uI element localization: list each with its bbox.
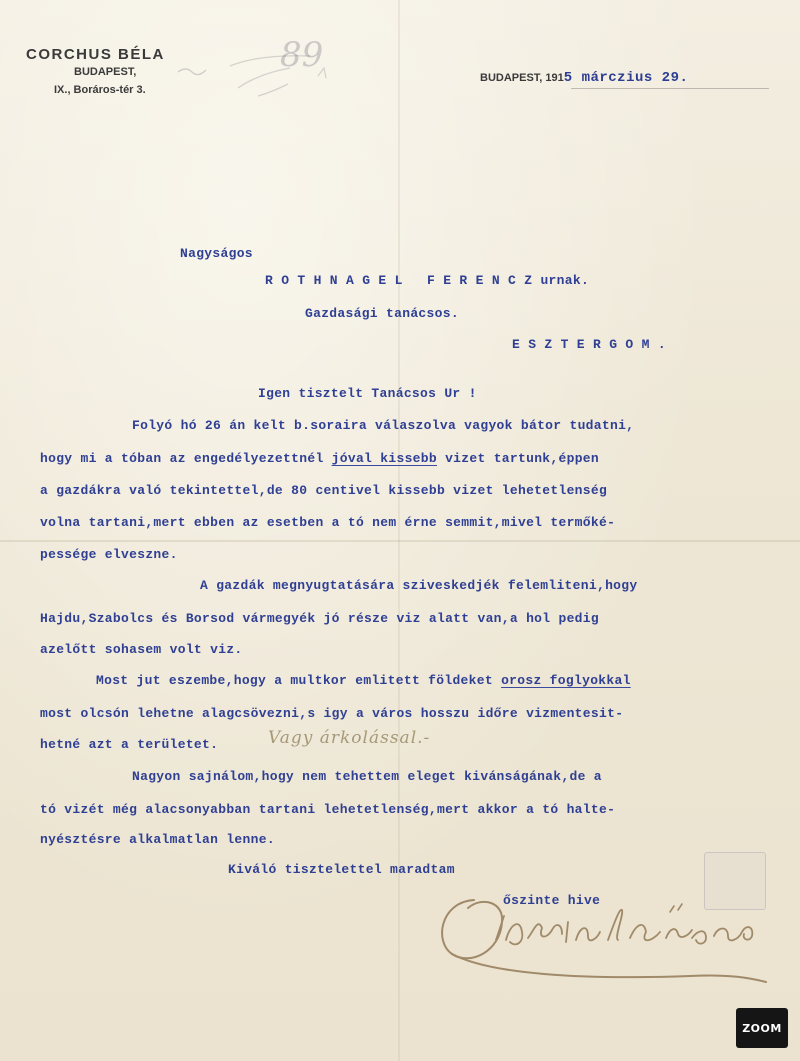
salutation-title: Nagyságos (180, 246, 253, 261)
p1-line4: volna tartani,mert ebben az esetben a tó nem érne semmit,mivel termőké- (40, 515, 616, 530)
p1-line3: a gazdákra való tekintettel,de 80 centivel kissebb vizet lehetetlenség (40, 483, 608, 498)
pencil-number: 89 (280, 35, 324, 75)
p3-line1-underlined: orosz foglyokkal (501, 673, 631, 688)
letterhead-city: BUDAPEST, (74, 66, 137, 78)
p3-line1 (96, 673, 631, 688)
p1-line2-after: vizet tartunk,éppen (436, 451, 600, 466)
pencil-annotation (168, 26, 348, 106)
recipient-title: Gazdasági tanácsos. (305, 306, 459, 321)
recipient-name-line (265, 273, 589, 288)
p2-line2: Hajdu,Szabolcs és Borsod vármegyék jó része viz alatt van,a hol pedig (40, 611, 599, 626)
p1-line5: pessége elveszne. (40, 547, 178, 562)
recipient-name-suffix: urnak. (540, 273, 590, 288)
p1-line2-underlined: jóval kissebb (331, 451, 437, 466)
dateline-printed: BUDAPEST, 191 (480, 72, 564, 84)
p2-line1: A gazdák megnyugtatására sziveskedjék felemliteni,hogy (200, 578, 638, 593)
p4-line3: nyésztésre alkalmatlan lenne. (40, 832, 275, 847)
handwritten-note: Vagy árkolással.- (268, 728, 431, 748)
p1-line1: Folyó hó 26 án kelt b.soraira válaszolva vagyok bátor tudatni, (132, 418, 635, 433)
p1-line2-before: hogy mi a tóban az engedélyezettnél (40, 451, 332, 466)
closing-line1: Kiváló tisztelettel maradtam (228, 862, 455, 877)
dateline-typed: 5 márczius 29. (563, 70, 689, 86)
recipient-city: E S Z T E R G O M . (512, 337, 666, 352)
p4-line2: tó vizét még alacsonyabban tartani lehetetlenség,mert akkor a tó halte- (40, 802, 616, 817)
zoom-badge-label: ZOOM (742, 1021, 782, 1035)
p3-line2: most olcsón lehetne alagcsövezni,s igy a város hosszu időre vizmentesit- (40, 706, 624, 721)
p1-line2 (40, 451, 599, 466)
p3-line3: hetné azt a területet. (40, 737, 219, 752)
p2-line3: azelőtt sohasem volt viz. (40, 642, 243, 657)
dateline-rule (571, 88, 769, 89)
letterhead-name: CORCHUS BÉLA (26, 46, 165, 63)
closing-line2: őszinte hive (503, 893, 601, 908)
paper-fold-horizontal (0, 540, 800, 542)
recipient-name: R O T H N A G E L F E R E N C Z (265, 273, 533, 288)
signature (430, 882, 780, 992)
greeting: Igen tisztelt Tanácsos Ur ! (258, 386, 477, 401)
letterhead-address: IX., Boráros-tér 3. (54, 84, 146, 96)
paper-fold-vertical (398, 0, 400, 1061)
zoom-badge[interactable] (736, 1008, 788, 1048)
p4-line1: Nagyon sajnálom,hogy nem tehettem eleget kivánságának,de a (132, 769, 602, 784)
p3-line1-before: Most jut eszembe,hogy a multkor emlitett földeket (96, 673, 502, 688)
